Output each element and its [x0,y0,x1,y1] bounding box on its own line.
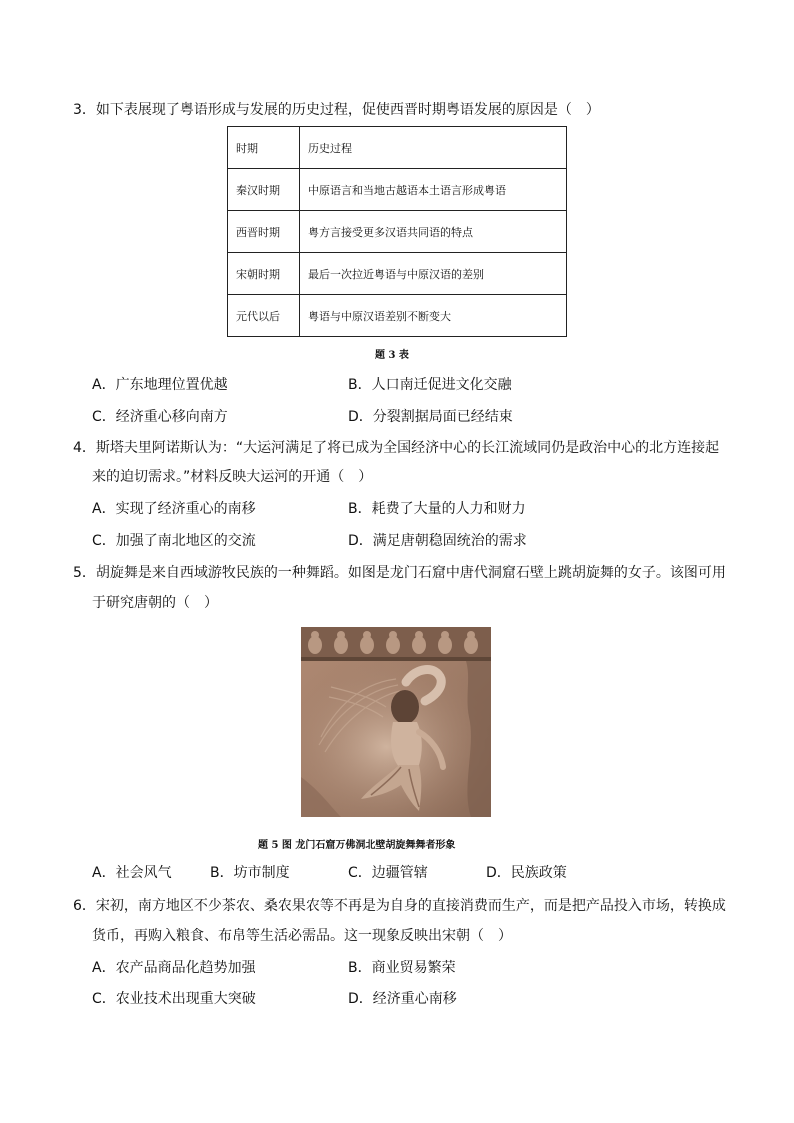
q6-option-a[interactable]: A．农产品商品化趋势加强 [92,960,256,976]
q3-option-d[interactable]: D．分裂割据局面已经结束 [348,409,513,425]
q5-image-caption: 题 5 图 龙门石窟万佛洞北壁胡旋舞舞者形象 [258,840,456,851]
q3-stem: 3．如下表展现了粤语形成与发展的历史过程，促使西晋时期粤语发展的原因是（ ） [73,102,600,118]
q5-stem-line1: 5．胡旋舞是来自西域游牧民族的一种舞蹈。如图是龙门石窟中唐代洞窟石壁上跳胡旋舞的女子。该图可用 [73,565,726,581]
table-row [228,295,567,337]
q5-stem-line2: 于研究唐朝的（ ） [92,595,218,611]
table-cell: 最后一次拉近粤语与中原汉语的差别 [300,253,567,295]
table-cell: 宋朝时期 [228,253,300,295]
table-cell: 元代以后 [228,295,300,337]
table-cell: 粤语与中原汉语差别不断变大 [300,295,567,337]
q5-option-b[interactable]: B．坊市制度 [210,865,290,881]
q5-option-d[interactable]: D．民族政策 [486,865,567,881]
q3-option-c[interactable]: C．经济重心移向南方 [92,409,228,425]
q3-option-b[interactable]: B．人口南迁促进文化交融 [348,377,512,393]
q6-option-d[interactable]: D．经济重心南移 [348,991,457,1007]
q6-stem-line1: 6．宋初，南方地区不少茶农、桑农果农等不再是为自身的直接消费而生产，而是把产品投入市场，转换成 [73,898,726,914]
q4-option-d[interactable]: D．满足唐朝稳固统治的需求 [348,533,527,549]
table-cell: 西晋时期 [228,211,300,253]
q4-option-a[interactable]: A．实现了经济重心的南移 [92,501,256,517]
q6-option-b[interactable]: B．商业贸易繁荣 [348,960,456,976]
q4-option-b[interactable]: B．耗费了大量的人力和财力 [348,501,526,517]
q5-option-c[interactable]: C．边疆管辖 [348,865,428,881]
relief-dancer-illustration [301,627,491,817]
q6-stem-line2: 货币，再购入粮食、布帛等生活必需品。这一现象反映出宋朝（ ） [92,928,512,944]
table-header-period: 时期 [228,127,300,169]
q4-option-c[interactable]: C．加强了南北地区的交流 [92,533,256,549]
q5-relief-image [301,627,491,817]
table-row [228,127,567,169]
q4-stem-line2: 来的迫切需求。”材料反映大运河的开通（ ） [92,469,373,485]
table-cell: 秦汉时期 [228,169,300,211]
q3-option-a[interactable]: A．广东地理位置优越 [92,377,228,393]
q4-stem-line1: 4．斯塔夫里阿诺斯认为：“大运河满足了将已成为全国经济中心的长江流域同仍是政治中心的北方连接起 [73,440,720,456]
table-cell: 中原语言和当地古越语本土语言形成粤语 [300,169,567,211]
table-header-process: 历史过程 [300,127,567,169]
q6-option-c[interactable]: C．农业技术出现重大突破 [92,991,256,1007]
table-row [228,253,567,295]
table-cell: 粤方言接受更多汉语共同语的特点 [300,211,567,253]
table-row [228,169,567,211]
q3-history-table [227,126,567,337]
table-row [228,211,567,253]
q3-table-caption: 题 3 表 [375,350,409,361]
q5-option-a[interactable]: A．社会风气 [92,865,172,881]
